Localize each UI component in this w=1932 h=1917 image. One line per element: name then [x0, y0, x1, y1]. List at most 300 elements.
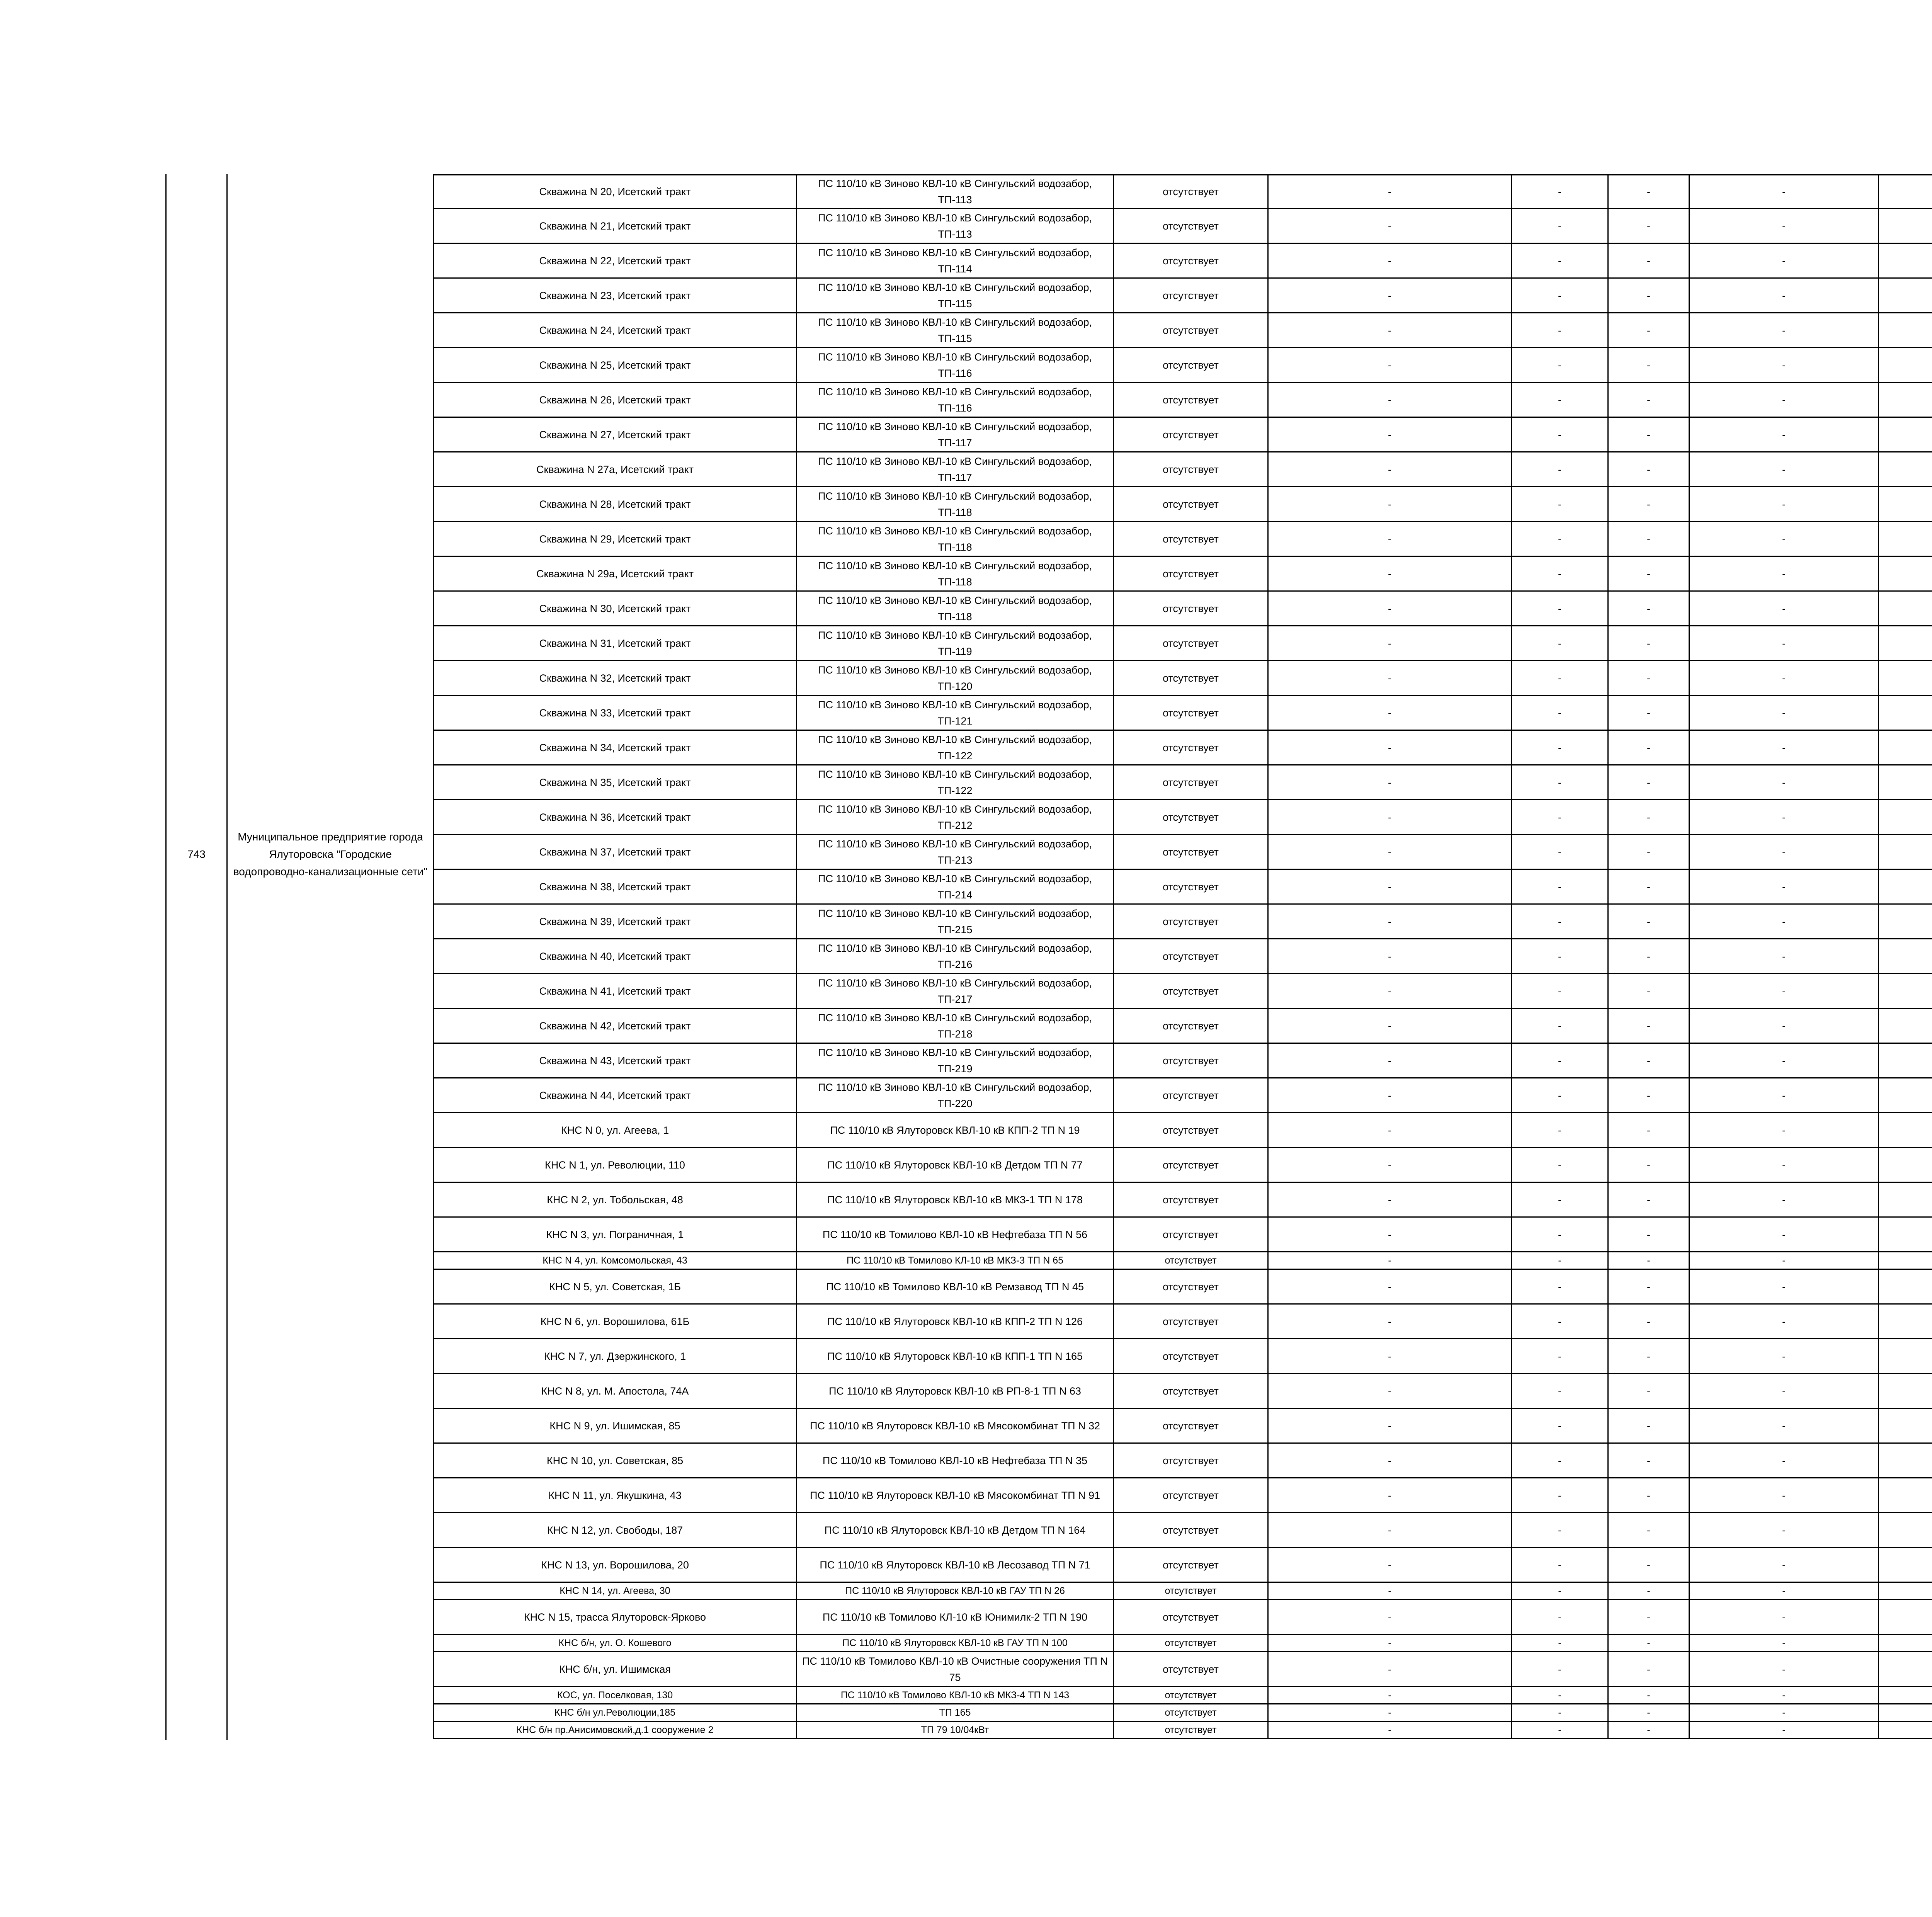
value-cell-5: - [1511, 1339, 1607, 1373]
value-cell-8 [1878, 313, 1932, 347]
value-cell-4: - [1267, 1704, 1511, 1721]
row-number: 743 [187, 848, 206, 860]
value-cell-8 [1878, 800, 1932, 834]
object-cell: КНС N 13, ул. Ворошилова, 20 [433, 1548, 796, 1582]
object-cell: Скважина N 28, Исетский тракт [433, 487, 796, 521]
value-cell-8 [1878, 1218, 1932, 1251]
value-cell-6: - [1607, 592, 1689, 625]
table-row [433, 1513, 1932, 1548]
value-cell-8 [1878, 1270, 1932, 1303]
value-cell-6: - [1607, 452, 1689, 486]
status-cell: отсутствует [1113, 313, 1267, 347]
object-cell: Скважина N 32, Исетский тракт [433, 661, 796, 695]
status-cell: отсутствует [1113, 209, 1267, 243]
value-cell-8 [1878, 905, 1932, 938]
object-cell: Скважина N 20, Исетский тракт [433, 175, 796, 208]
object-cell: КНС N 6, ул. Ворошилова, 61Б [433, 1305, 796, 1338]
status-cell: отсутствует [1113, 1305, 1267, 1338]
object-cell: Скважина N 44, Исетский тракт [433, 1078, 796, 1112]
table-row [433, 348, 1932, 383]
object-cell: КНС N 5, ул. Советская, 1Б [433, 1270, 796, 1303]
value-cell-8 [1878, 1513, 1932, 1547]
status-cell: отсутствует [1113, 1478, 1267, 1512]
value-cell-6: - [1607, 348, 1689, 382]
value-cell-6: - [1607, 1113, 1689, 1147]
value-cell-5: - [1511, 418, 1607, 451]
value-cell-5: - [1511, 939, 1607, 973]
status-cell: отсутствует [1113, 1722, 1267, 1738]
table-row [433, 1078, 1932, 1113]
value-cell-5: - [1511, 1704, 1607, 1721]
value-cell-5: - [1511, 1513, 1607, 1547]
value-cell-4: - [1267, 1444, 1511, 1477]
value-cell-8 [1878, 1252, 1932, 1269]
table-row [433, 244, 1932, 279]
object-cell: Скважина N 29, Исетский тракт [433, 522, 796, 556]
object-cell: КНС б/н, ул. О. Кошевого [433, 1635, 796, 1651]
value-cell-5: - [1511, 452, 1607, 486]
status-cell: отсутствует [1113, 592, 1267, 625]
value-cell-8 [1878, 1687, 1932, 1703]
status-cell: отсутствует [1113, 1409, 1267, 1442]
power-supply-cell: ПС 110/10 кВ Зиново КВЛ-10 кВ Сингульский водозабор, ТП-120 [796, 661, 1113, 695]
value-cell-7: - [1689, 1600, 1878, 1634]
object-cell: КНС N 14, ул. Агеева, 30 [433, 1583, 796, 1599]
value-cell-7: - [1689, 1513, 1878, 1547]
power-supply-cell: ПС 110/10 кВ Зиново КВЛ-10 кВ Сингульский водозабор, ТП-115 [796, 279, 1113, 312]
power-supply-cell: ПС 110/10 кВ Зиново КВЛ-10 кВ Сингульский водозабор, ТП-213 [796, 835, 1113, 869]
power-supply-cell: ТП 165 [796, 1704, 1113, 1721]
value-cell-5: - [1511, 974, 1607, 1008]
value-cell-6: - [1607, 522, 1689, 556]
status-cell: отсутствует [1113, 348, 1267, 382]
value-cell-6: - [1607, 313, 1689, 347]
table-row [433, 905, 1932, 939]
value-cell-6: - [1607, 731, 1689, 764]
value-cell-7: - [1689, 661, 1878, 695]
value-cell-6: - [1607, 1148, 1689, 1182]
value-cell-8 [1878, 1148, 1932, 1182]
table-row [433, 1148, 1932, 1183]
value-cell-5: - [1511, 626, 1607, 660]
object-cell: Скважина N 35, Исетский тракт [433, 765, 796, 799]
status-cell: отсутствует [1113, 661, 1267, 695]
status-cell: отсутствует [1113, 1044, 1267, 1077]
value-cell-6: - [1607, 870, 1689, 903]
status-cell: отсутствует [1113, 1009, 1267, 1043]
value-cell-8 [1878, 592, 1932, 625]
value-cell-5: - [1511, 1409, 1607, 1442]
value-cell-6: - [1607, 939, 1689, 973]
table-row [433, 1600, 1932, 1635]
value-cell-4: - [1267, 661, 1511, 695]
table-row [433, 1478, 1932, 1513]
status-cell: отсутствует [1113, 1148, 1267, 1182]
value-cell-8 [1878, 696, 1932, 730]
status-cell: отсутствует [1113, 487, 1267, 521]
status-cell: отсутствует [1113, 800, 1267, 834]
value-cell-5: - [1511, 1548, 1607, 1582]
table-row [433, 557, 1932, 592]
value-cell-5: - [1511, 696, 1607, 730]
power-supply-cell: ПС 110/10 кВ Зиново КВЛ-10 кВ Сингульский водозабор, ТП-116 [796, 383, 1113, 417]
value-cell-5: - [1511, 244, 1607, 277]
value-cell-5: - [1511, 1009, 1607, 1043]
value-cell-8 [1878, 661, 1932, 695]
object-cell: КНС N 2, ул. Тобольская, 48 [433, 1183, 796, 1216]
value-cell-6: - [1607, 1600, 1689, 1634]
value-cell-8 [1878, 418, 1932, 451]
value-cell-6: - [1607, 1722, 1689, 1738]
object-cell: Скважина N 27а, Исетский тракт [433, 452, 796, 486]
object-cell: Скважина N 36, Исетский тракт [433, 800, 796, 834]
value-cell-7: - [1689, 452, 1878, 486]
status-cell: отсутствует [1113, 1183, 1267, 1216]
table-row [433, 835, 1932, 870]
table-row [433, 626, 1932, 661]
status-cell: отсутствует [1113, 1513, 1267, 1547]
value-cell-5: - [1511, 1444, 1607, 1477]
value-cell-8 [1878, 1113, 1932, 1147]
value-cell-5: - [1511, 661, 1607, 695]
table-row [433, 1687, 1932, 1704]
value-cell-8 [1878, 1548, 1932, 1582]
value-cell-5: - [1511, 1583, 1607, 1599]
table-row [433, 452, 1932, 487]
value-cell-4: - [1267, 1009, 1511, 1043]
table-row [433, 279, 1932, 313]
object-cell: Скважина N 21, Исетский тракт [433, 209, 796, 243]
value-cell-7: - [1689, 1078, 1878, 1112]
value-cell-5: - [1511, 1252, 1607, 1269]
value-cell-8 [1878, 1374, 1932, 1408]
power-supply-cell: ПС 110/10 кВ Зиново КВЛ-10 кВ Сингульский водозабор, ТП-118 [796, 522, 1113, 556]
value-cell-8 [1878, 1478, 1932, 1512]
power-supply-cell: ПС 110/10 кВ Зиново КВЛ-10 кВ Сингульский водозабор, ТП-212 [796, 800, 1113, 834]
object-cell: Скважина N 23, Исетский тракт [433, 279, 796, 312]
object-cell: КНС б/н пр.Анисимовский,д.1 сооружение 2 [433, 1722, 796, 1738]
value-cell-8 [1878, 452, 1932, 486]
value-cell-4: - [1267, 939, 1511, 973]
value-cell-6: - [1607, 1305, 1689, 1338]
value-cell-8 [1878, 731, 1932, 764]
value-cell-5: - [1511, 1113, 1607, 1147]
table-row [433, 1113, 1932, 1148]
power-supply-cell: ПС 110/10 кВ Томилово КЛ-10 кВ МКЗ-3 ТП N 65 [796, 1252, 1113, 1269]
table-row [433, 1704, 1932, 1722]
status-cell: отсутствует [1113, 939, 1267, 973]
value-cell-8 [1878, 1600, 1932, 1634]
data-table [433, 174, 1932, 1739]
value-cell-6: - [1607, 835, 1689, 869]
value-cell-5: - [1511, 279, 1607, 312]
value-cell-7: - [1689, 348, 1878, 382]
object-cell: Скважина N 38, Исетский тракт [433, 870, 796, 903]
power-supply-cell: ПС 110/10 кВ Томилово КВЛ-10 кВ МКЗ-4 ТП N 143 [796, 1687, 1113, 1703]
value-cell-5: - [1511, 800, 1607, 834]
value-cell-5: - [1511, 557, 1607, 590]
status-cell: отсутствует [1113, 1218, 1267, 1251]
status-cell: отсутствует [1113, 870, 1267, 903]
status-cell: отсутствует [1113, 835, 1267, 869]
status-cell: отсутствует [1113, 452, 1267, 486]
value-cell-5: - [1511, 1183, 1607, 1216]
value-cell-6: - [1607, 1635, 1689, 1651]
table-row [433, 974, 1932, 1009]
status-cell: отсутствует [1113, 1635, 1267, 1651]
value-cell-8 [1878, 1078, 1932, 1112]
power-supply-cell: ПС 110/10 кВ Ялуторовск КВЛ-10 кВ РП-8-1 ТП N 63 [796, 1374, 1113, 1408]
status-cell: отсутствует [1113, 696, 1267, 730]
status-cell: отсутствует [1113, 383, 1267, 417]
table-row [433, 661, 1932, 696]
value-cell-4: - [1267, 383, 1511, 417]
status-cell: отсутствует [1113, 1583, 1267, 1599]
value-cell-5: - [1511, 313, 1607, 347]
status-cell: отсутствует [1113, 905, 1267, 938]
value-cell-8 [1878, 383, 1932, 417]
value-cell-4: - [1267, 1218, 1511, 1251]
value-cell-5: - [1511, 1305, 1607, 1338]
table-row [433, 1652, 1932, 1687]
value-cell-4: - [1267, 244, 1511, 277]
table-row [433, 313, 1932, 348]
object-cell: Скважина N 22, Исетский тракт [433, 244, 796, 277]
value-cell-8 [1878, 175, 1932, 208]
power-supply-cell: ПС 110/10 кВ Зиново КВЛ-10 кВ Сингульский водозабор, ТП-214 [796, 870, 1113, 903]
object-cell: КНС N 1, ул. Революции, 110 [433, 1148, 796, 1182]
value-cell-4: - [1267, 765, 1511, 799]
value-cell-6: - [1607, 1478, 1689, 1512]
value-cell-6: - [1607, 383, 1689, 417]
table-row [433, 1374, 1932, 1409]
power-supply-cell: ПС 110/10 кВ Зиново КВЛ-10 кВ Сингульский водозабор, ТП-113 [796, 175, 1113, 208]
value-cell-7: - [1689, 1478, 1878, 1512]
power-supply-cell: ПС 110/10 кВ Зиново КВЛ-10 кВ Сингульский водозабор, ТП-215 [796, 905, 1113, 938]
power-supply-cell: ПС 110/10 кВ Томилово КВЛ-10 кВ Очистные сооружения ТП N 75 [796, 1652, 1113, 1686]
value-cell-8 [1878, 522, 1932, 556]
value-cell-4: - [1267, 1078, 1511, 1112]
object-cell: Скважина N 41, Исетский тракт [433, 974, 796, 1008]
object-cell: КНС N 11, ул. Якушкина, 43 [433, 1478, 796, 1512]
value-cell-6: - [1607, 418, 1689, 451]
table-row [433, 1270, 1932, 1305]
value-cell-8 [1878, 1583, 1932, 1599]
object-cell: КНС N 15, трасса Ялуторовск-Ярково [433, 1600, 796, 1634]
value-cell-4: - [1267, 696, 1511, 730]
value-cell-4: - [1267, 1252, 1511, 1269]
object-cell: Скважина N 33, Исетский тракт [433, 696, 796, 730]
value-cell-8 [1878, 209, 1932, 243]
power-supply-cell: ПС 110/10 кВ Зиново КВЛ-10 кВ Сингульский водозабор, ТП-117 [796, 452, 1113, 486]
value-cell-7: - [1689, 1374, 1878, 1408]
table-row [433, 731, 1932, 765]
status-cell: отсутствует [1113, 244, 1267, 277]
value-cell-7: - [1689, 1305, 1878, 1338]
value-cell-7: - [1689, 905, 1878, 938]
table-row [433, 1444, 1932, 1478]
power-supply-cell: ПС 110/10 кВ Ялуторовск КВЛ-10 кВ КПП-2 ТП N 19 [796, 1113, 1113, 1147]
object-cell: КНС N 10, ул. Советская, 85 [433, 1444, 796, 1477]
object-cell: КОС, ул. Поселковая, 130 [433, 1687, 796, 1703]
table-row [433, 870, 1932, 905]
value-cell-4: - [1267, 1339, 1511, 1373]
power-supply-cell: ПС 110/10 кВ Ялуторовск КВЛ-10 кВ Лесозавод ТП N 71 [796, 1548, 1113, 1582]
value-cell-7: - [1689, 1635, 1878, 1651]
status-cell: отсутствует [1113, 279, 1267, 312]
value-cell-8 [1878, 1409, 1932, 1442]
value-cell-7: - [1689, 1183, 1878, 1216]
value-cell-6: - [1607, 1704, 1689, 1721]
table-row [433, 487, 1932, 522]
power-supply-cell: ПС 110/10 кВ Зиново КВЛ-10 кВ Сингульский водозабор, ТП-220 [796, 1078, 1113, 1112]
value-cell-4: - [1267, 1652, 1511, 1686]
object-cell: КНС N 9, ул. Ишимская, 85 [433, 1409, 796, 1442]
object-cell: Скважина N 27, Исетский тракт [433, 418, 796, 451]
object-cell: Скважина N 31, Исетский тракт [433, 626, 796, 660]
value-cell-7: - [1689, 557, 1878, 590]
table-row [433, 418, 1932, 452]
power-supply-cell: ПС 110/10 кВ Зиново КВЛ-10 кВ Сингульский водозабор, ТП-118 [796, 487, 1113, 521]
table-row [433, 1548, 1932, 1583]
value-cell-8 [1878, 939, 1932, 973]
value-cell-4: - [1267, 1583, 1511, 1599]
value-cell-4: - [1267, 522, 1511, 556]
status-cell: отсутствует [1113, 1704, 1267, 1721]
value-cell-4: - [1267, 1113, 1511, 1147]
value-cell-4: - [1267, 557, 1511, 590]
object-cell: КНС б/н ул.Революции,185 [433, 1704, 796, 1721]
value-cell-7: - [1689, 592, 1878, 625]
organization-name: Муниципальное предприятие города Ялуторовска "Городские водопроводно-канализационные сети" [233, 830, 428, 878]
value-cell-5: - [1511, 209, 1607, 243]
value-cell-6: - [1607, 1513, 1689, 1547]
value-cell-6: - [1607, 1339, 1689, 1373]
value-cell-5: - [1511, 1044, 1607, 1077]
value-cell-5: - [1511, 765, 1607, 799]
value-cell-7: - [1689, 279, 1878, 312]
value-cell-8 [1878, 835, 1932, 869]
value-cell-4: - [1267, 1044, 1511, 1077]
value-cell-5: - [1511, 383, 1607, 417]
power-supply-cell: ПС 110/10 кВ Ялуторовск КВЛ-10 кВ Детдом ТП N 77 [796, 1148, 1113, 1182]
value-cell-5: - [1511, 348, 1607, 382]
power-supply-cell: ПС 110/10 кВ Ялуторовск КВЛ-10 кВ Мясокомбинат ТП N 32 [796, 1409, 1113, 1442]
value-cell-4: - [1267, 1478, 1511, 1512]
object-cell: КНС б/н, ул. Ишимская [433, 1652, 796, 1686]
value-cell-6: - [1607, 905, 1689, 938]
value-cell-4: - [1267, 905, 1511, 938]
table-row [433, 592, 1932, 626]
table-row [433, 1583, 1932, 1600]
value-cell-6: - [1607, 1078, 1689, 1112]
power-supply-cell: ПС 110/10 кВ Зиново КВЛ-10 кВ Сингульский водозабор, ТП-218 [796, 1009, 1113, 1043]
object-cell: Скважина N 37, Исетский тракт [433, 835, 796, 869]
value-cell-6: - [1607, 557, 1689, 590]
object-cell: Скважина N 43, Исетский тракт [433, 1044, 796, 1077]
status-cell: отсутствует [1113, 1652, 1267, 1686]
value-cell-5: - [1511, 1652, 1607, 1686]
value-cell-6: - [1607, 244, 1689, 277]
power-supply-cell: ПС 110/10 кВ Зиново КВЛ-10 кВ Сингульский водозабор, ТП-117 [796, 418, 1113, 451]
value-cell-8 [1878, 1009, 1932, 1043]
value-cell-5: - [1511, 592, 1607, 625]
status-cell: отсутствует [1113, 765, 1267, 799]
value-cell-7: - [1689, 1687, 1878, 1703]
table-row [433, 522, 1932, 557]
value-cell-7: - [1689, 974, 1878, 1008]
value-cell-6: - [1607, 1252, 1689, 1269]
object-cell: КНС N 7, ул. Дзержинского, 1 [433, 1339, 796, 1373]
object-cell: КНС N 12, ул. Свободы, 187 [433, 1513, 796, 1547]
value-cell-4: - [1267, 1513, 1511, 1547]
status-cell: отсутствует [1113, 557, 1267, 590]
value-cell-7: - [1689, 383, 1878, 417]
value-cell-4: - [1267, 175, 1511, 208]
value-cell-7: - [1689, 1722, 1878, 1738]
value-cell-6: - [1607, 800, 1689, 834]
value-cell-6: - [1607, 974, 1689, 1008]
value-cell-8 [1878, 1635, 1932, 1651]
power-supply-cell: ПС 110/10 кВ Зиново КВЛ-10 кВ Сингульский водозабор, ТП-122 [796, 731, 1113, 764]
value-cell-6: - [1607, 1044, 1689, 1077]
status-cell: отсутствует [1113, 1548, 1267, 1582]
value-cell-6: - [1607, 279, 1689, 312]
table-row [433, 696, 1932, 731]
value-cell-7: - [1689, 1044, 1878, 1077]
value-cell-5: - [1511, 870, 1607, 903]
table-row [433, 1044, 1932, 1078]
number-column-divider [226, 174, 228, 1740]
value-cell-8 [1878, 870, 1932, 903]
value-cell-4: - [1267, 487, 1511, 521]
value-cell-7: - [1689, 1704, 1878, 1721]
power-supply-cell: ПС 110/10 кВ Томилово КЛ-10 кВ Юнимилк-2 ТП N 190 [796, 1600, 1113, 1634]
value-cell-7: - [1689, 626, 1878, 660]
value-cell-4: - [1267, 1722, 1511, 1738]
table-row [433, 800, 1932, 835]
value-cell-8 [1878, 1044, 1932, 1077]
value-cell-8 [1878, 279, 1932, 312]
value-cell-4: - [1267, 452, 1511, 486]
status-cell: отсутствует [1113, 974, 1267, 1008]
power-supply-cell: ПС 110/10 кВ Зиново КВЛ-10 кВ Сингульский водозабор, ТП-216 [796, 939, 1113, 973]
value-cell-4: - [1267, 870, 1511, 903]
status-cell: отсутствует [1113, 418, 1267, 451]
value-cell-7: - [1689, 244, 1878, 277]
value-cell-8 [1878, 1704, 1932, 1721]
power-supply-cell: ПС 110/10 кВ Зиново КВЛ-10 кВ Сингульский водозабор, ТП-118 [796, 557, 1113, 590]
value-cell-5: - [1511, 1148, 1607, 1182]
value-cell-4: - [1267, 1270, 1511, 1303]
object-cell: Скважина N 42, Исетский тракт [433, 1009, 796, 1043]
value-cell-6: - [1607, 1009, 1689, 1043]
object-cell: Скважина N 26, Исетский тракт [433, 383, 796, 417]
status-cell: отсутствует [1113, 1339, 1267, 1373]
value-cell-6: - [1607, 1183, 1689, 1216]
value-cell-4: - [1267, 1305, 1511, 1338]
value-cell-7: - [1689, 1252, 1878, 1269]
value-cell-8 [1878, 1339, 1932, 1373]
value-cell-7: - [1689, 209, 1878, 243]
table-row [433, 1305, 1932, 1339]
table-row [433, 209, 1932, 244]
status-cell: отсутствует [1113, 1687, 1267, 1703]
value-cell-5: - [1511, 1078, 1607, 1112]
value-cell-6: - [1607, 1652, 1689, 1686]
value-cell-6: - [1607, 1583, 1689, 1599]
value-cell-7: - [1689, 522, 1878, 556]
